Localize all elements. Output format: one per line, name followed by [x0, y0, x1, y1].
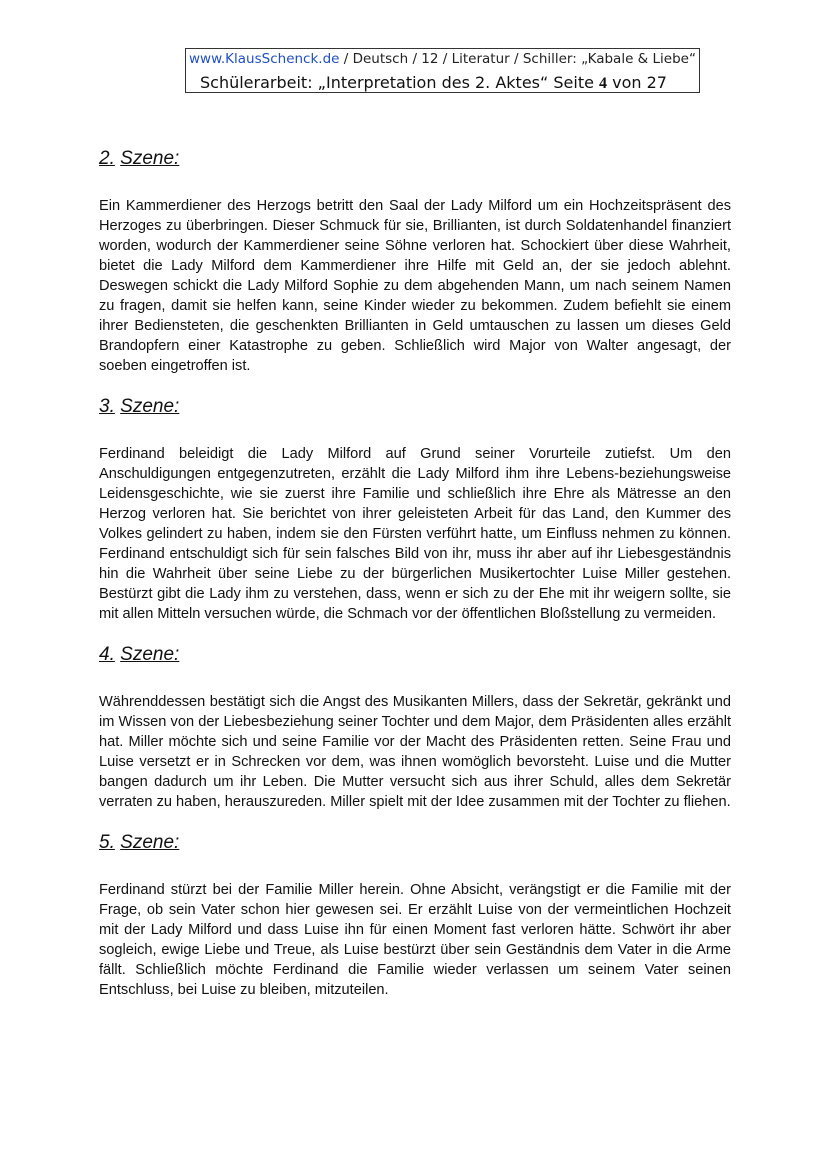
section-paragraph: Ferdinand stürzt bei der Familie Miller herein. Ohne Absicht, verängstigt er die Familie mit der Frage, ob sein Vater schon hier gewesen sei. Er erzählt Luise von der vermeintlichen Hochzeit mit der Lady Milford und dass Luise ihn für einen Moment fast verloren hätte. Schwört ihr aber sogleich, ewige Liebe und Treue, als Luise bestürzt über sein Geständnis dem Vater in die Arme fällt. Schließlich möchte Ferdinand die Familie wieder verlassen um seinem Vater seinen Entschluss, bei Luise zu bleiben, mitzuteilen.	[99, 882, 731, 998]
section-paragraph: Ferdinand beleidigt die Lady Milford auf Grund seiner Vorurteile zutiefst. Um den Anschuldigungen entgegenzutreten, erzählt die Lady Milford ihm ihre Lebens-beziehungsweise Leidensgeschichte, wie sie zuerst ihre Familie und schließlich ihre Ehre als Mätresse an den Herzog verloren hat. Sie berichtet von ihrer geleisteten Arbeit für das Land, den Kummer des Volkes gelindert zu haben, indem sie den Fürsten verführt hatte, um Einfluss nehmen zu können. Ferdinand entschuldigt sich für sein falsches Bild von ihr, muss ihr aber auf ihr Liebesgeständnis hin die Wahrheit über seine Liebe zu der bürgerlichen Musikertochter Luise Miller gestehen. Bestürzt gibt die Lady ihm zu verstehen, dass, wenn er sich zu der Ehe mit ihr weigern sollte, sie mit allen Mitteln versuchen würde, die Schmach vor der öffentlichen Bloßstellung zu vermeiden.	[99, 446, 731, 622]
page-header	[185, 48, 700, 93]
section-scene-4	[99, 644, 731, 812]
header-path: / Deutsch / 12 / Literatur / Schiller: „Kabale & Liebe“	[339, 51, 696, 67]
header-breadcrumb	[189, 51, 696, 67]
section-heading	[99, 644, 731, 670]
heading-number: 5.	[99, 832, 115, 853]
heading-label: Szene:	[120, 832, 180, 853]
section-heading	[99, 148, 731, 174]
header-subtitle-prefix: Schülerarbeit: „Interpretation des 2. Aktes“ Seite	[200, 73, 600, 92]
section-paragraph: Ein Kammerdiener des Herzogs betritt den Saal der Lady Milford um ein Hochzeitspräsent des Herzoges zu überbringen. Dieser Schmuck für sie, Brillianten, ist durch Soldatenhandel finanziert worden, wodurch der Kammerdiener seine Söhne verloren hat. Schockiert über diese Wahrheit, bietet die Lady Milford dem Kammerdiener ihre Hilfe mit Geld an, der sie jedoch ablehnt. Deswegen schickt die Lady Milford Sophie zu dem abgehenden Mann, um nach seinem Namen zu fragen, damit sie helfen kann, seine Kinder wieder zu bekommen. Zudem befiehlt sie einem ihrer Bediensteten, die geschenkten Brillianten in Geld umtauschen zu lassen um dieses Geld Brandopfern einer Katastrophe zu geben. Schließlich wird Major von Walter angesagt, der soeben eingetroffen ist.	[99, 198, 731, 374]
heading-number: 2.	[99, 148, 115, 169]
page-number: 4	[599, 75, 608, 92]
heading-number: 3.	[99, 396, 115, 417]
section-heading	[99, 396, 731, 422]
section-heading	[99, 832, 731, 858]
section-scene-2	[99, 148, 731, 376]
header-subtitle-suffix: von 27	[607, 73, 667, 92]
heading-label: Szene:	[120, 148, 180, 169]
section-paragraph: Währenddessen bestätigt sich die Angst des Musikanten Millers, dass der Sekretär, gekränkt und im Wissen von der Liebesbeziehung seiner Tochter und dem Major, dem Präsidenten alles erzählt hat. Miller möchte sich und seine Familie vor der Macht des Präsidenten retten. Seine Frau und Luise versetzt er in Schrecken vor dem, was ihnen womöglich bevorsteht. Luise und die Mutter bangen dadurch um ihr Leben. Die Mutter versucht sich aus ihrer Schuld, alles dem Sekretär verraten zu haben, herauszureden. Miller spielt mit der Idee zusammen mit der Tochter zu fliehen.	[99, 694, 731, 810]
heading-label: Szene:	[120, 396, 180, 417]
document-body	[99, 148, 731, 1020]
heading-label: Szene:	[120, 644, 180, 665]
site-link[interactable]: www.KlausSchenck.de	[189, 51, 340, 67]
section-scene-3	[99, 396, 731, 624]
section-scene-5	[99, 832, 731, 1000]
header-subtitle	[200, 73, 667, 93]
heading-number: 4.	[99, 644, 115, 665]
